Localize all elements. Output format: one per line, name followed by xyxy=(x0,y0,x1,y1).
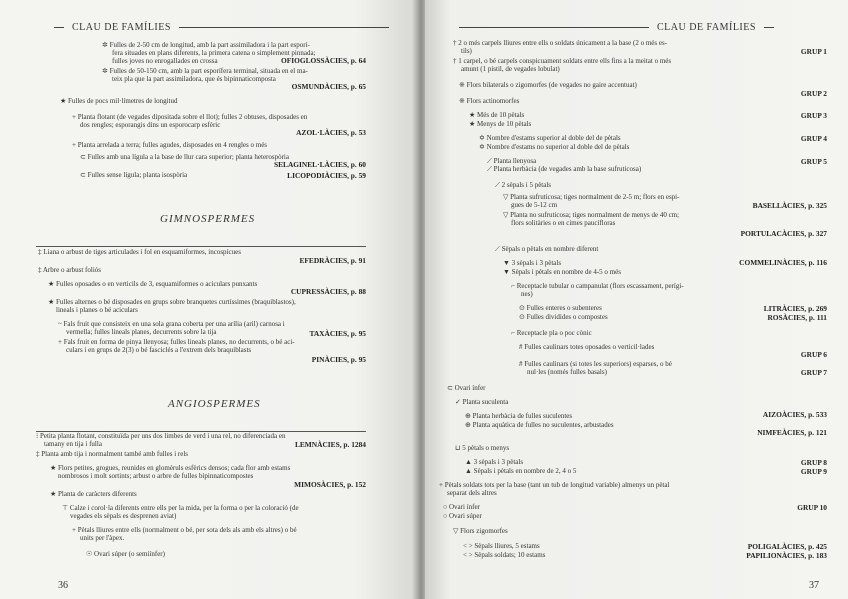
key-line: ⌐ Receptacle pla o poc cònic xyxy=(511,329,592,337)
key-line: lineals i planes o bé aciculars xyxy=(56,306,138,314)
key-line: ‡ Liana o arbust de tiges articulades i fol en esquamiformes, incospícues xyxy=(38,248,241,256)
left-page xyxy=(0,0,418,599)
key-line: separat dels altres xyxy=(447,489,497,497)
key-line: dos rengles; esporangis dins un esporocarp esfèric xyxy=(80,121,221,129)
key-result: AIZOÀCIES, p. 533 xyxy=(762,410,827,419)
key-line: flors solitàries o en cimes paucífloras xyxy=(511,219,616,227)
key-line: ☉ Ovari súper (o semiínfer) xyxy=(86,550,165,558)
key-result: GRUP 3 xyxy=(800,111,827,120)
key-result: PORTULACÀCIES, p. 327 xyxy=(740,229,827,238)
key-result: POLIGALÀCIES, p. 425 xyxy=(747,542,827,551)
key-result: GRUP 10 xyxy=(797,503,827,512)
key-result: LICOPODIÀCIES, p. 59 xyxy=(287,171,366,180)
key-line: < > Sèpals soldats; 10 estams xyxy=(463,551,546,559)
key-line: + Planta arrelada a terra; fulles agudes, disposades en 4 rengles o més xyxy=(72,141,268,149)
key-line: + Planta flotant (de vegades dipositada sobre el llot); fulles 2 obtuses, disposades en xyxy=(72,113,308,121)
key-line: ⊙ Fulles enteres o subenteres xyxy=(519,304,602,312)
key-line: ▼ 3 sèpals i 3 pètals xyxy=(503,259,562,267)
key-result: LITRÀCIES, p. 269 xyxy=(763,304,827,313)
right-page xyxy=(425,0,848,599)
key-line: ▲ 3 sèpals i 3 pètals xyxy=(465,458,524,466)
key-line: nul·les (només fulles basals) xyxy=(527,368,607,376)
key-line: ⊙ Fulles dividides o compostes xyxy=(519,313,608,321)
key-line: + Pètals lliures entre ells (normalment o bé, per sota dels als amb els altres) o bé xyxy=(72,526,297,534)
key-line: + Pètals soldats tots per la base (tant un tub de longitud variable) almenys un pètal xyxy=(439,481,670,489)
key-result: TAXÀCIES, p. 95 xyxy=(309,329,366,338)
key-line: ▽ Planta sufruticosa; tiges normalment de 2-5 m; flors en espi- xyxy=(503,193,680,201)
key-result: BASELLÀCIES, p. 325 xyxy=(752,201,827,210)
left-header-text: CLAU DE FAMÍLIES xyxy=(72,22,171,33)
key-line: † 1 carpel, o bé carpels conspicuament soldats entre ells fins a la meitat o més xyxy=(453,57,672,65)
key-line: ⊕ Planta herbàcia de fulles suculentes xyxy=(465,412,573,420)
key-line: ★ Fulles oposades o en verticils de 3, esquamiformes o aciculars punxants xyxy=(48,280,258,288)
key-line: ⟋ Planta llenyosa xyxy=(487,157,537,165)
key-line: ✲ Fulles de 2-50 cm de longitud, amb la part assimiladora i la part esporí- xyxy=(102,41,310,49)
key-line: ○ Ovari ínfer xyxy=(443,503,480,511)
key-line: vermella; fulles lineals planes, decurrents sobre la tija xyxy=(66,328,217,336)
key-line: ★ Fulles alternes o bé disposades en grups sobre branquetes curtíssimes (braquiblastos), xyxy=(48,298,296,306)
key-line: units per l'àpex. xyxy=(80,534,125,542)
key-result: GRUP 4 xyxy=(800,134,827,143)
key-line: ‡ Planta amb tija i normalment també amb fulles i rels xyxy=(36,450,189,458)
key-result: GRUP 7 xyxy=(800,368,827,377)
key-line: nes) xyxy=(521,290,533,298)
key-line: fulles joves no enrogallades en crossa xyxy=(112,57,218,65)
key-line: ★ Flors petites, grogues, reunides en glomèruls esfèrics densos; cada flor amb estams xyxy=(50,464,291,472)
key-line: ~ Fals fruit que consisteix en una sola grana coberta per una arília (aril) carnosa i xyxy=(58,320,285,328)
key-line: ★ Menys de 10 pètals xyxy=(469,120,532,128)
key-line: ▽ Flors zigomorfes xyxy=(453,527,508,535)
key-result: COMMELINÀCIES, p. 116 xyxy=(739,258,827,267)
key-line: + Fals fruit en forma de pinya llenyosa; fulles lineals planes, no decurrents, o bé aci- xyxy=(58,338,295,346)
key-line: ▲ Sèpals i pètals en nombre de 2, 4 o 5 xyxy=(465,467,577,475)
key-result: GRUP 2 xyxy=(800,89,827,98)
key-line: ⊔ 5 pètals o menys xyxy=(455,444,510,452)
key-line: tils) xyxy=(461,47,472,55)
key-line: # Fulles caulinars (si totes les superiors) esparses, o bé xyxy=(519,360,672,368)
key-line: < > Sèpals lliures, 5 estams xyxy=(463,542,540,550)
key-line: fera situades en plans diferents, la primera catena o simplement pinnada; xyxy=(112,49,316,57)
key-line: ※ Flors bilaterals o zigomorfes (de vegades no gaire accentuat) xyxy=(459,81,637,89)
key-line: # Fulles caulinars totes oposades o verticil·lades xyxy=(519,343,655,351)
key-result: GRUP 1 xyxy=(800,47,827,56)
key-line: ▼ Sèpals i pètals en nombre de 4-5 o més xyxy=(503,268,621,276)
key-line: ○ Ovari súper xyxy=(443,512,482,520)
key-line: amunt (1 pistil, de vegades lobulat) xyxy=(461,65,560,73)
key-result: MIMOSÀCIES, p. 152 xyxy=(294,480,366,489)
key-result: AZOL·LÀCIES, p. 53 xyxy=(296,128,366,137)
section-divider xyxy=(36,246,366,247)
key-line: ★ Fulles de pocs mil·límetres de longitud xyxy=(60,97,178,105)
key-line: ⟋ 2 sèpals i 5 pètals xyxy=(495,181,552,189)
key-line: ‡ Arbre o arbust foliós xyxy=(38,266,101,274)
key-result: GRUP 5 xyxy=(800,157,827,166)
key-line: ⊂ Fulles sense lígula; planta isospòria xyxy=(80,171,188,179)
key-line: teix pla que la part assimiladora, que és bipinnaticompostа xyxy=(112,75,276,83)
key-line: gues de 5-12 cm xyxy=(511,201,558,209)
key-line: ▽ Planta no sufruticosa; tiges normalment de menys de 40 cm; xyxy=(503,211,680,219)
key-result: GRUP 6 xyxy=(800,350,827,359)
key-line: ⟋ Sèpals o pètals en nombre diferent xyxy=(495,245,599,253)
key-result: ROSÀCIES, p. 111 xyxy=(767,313,827,322)
key-line: ⊂ Ovari ínfer xyxy=(447,384,486,392)
key-line: ⌐ Receptacle tubular o campanulat (flors escassament, perígi- xyxy=(511,282,684,290)
left-page-number: 36 xyxy=(58,580,68,591)
key-result: GRUP 9 xyxy=(800,467,827,476)
key-line: ★ Més de 10 pètals xyxy=(469,111,525,119)
key-line: ⊕ Planta aquàtica de fulles no suculentes, arbustades xyxy=(465,421,614,429)
key-result: EFEDRÀCIES, p. 91 xyxy=(299,256,366,265)
key-line: ⁝ Petita planta flotant, constituïda per uns dos limbes de verd i una rel, no diferenciada en xyxy=(36,432,286,440)
key-line: ★ Planta de caràcters diferents xyxy=(50,490,137,498)
section-title: ANGIOSPERMES xyxy=(168,398,261,410)
key-line: ✡ Nombre d'estams no superior al doble del de pètals xyxy=(479,143,630,151)
key-line: † 2 o més carpels lliures entre ells o soldats únicament a la base (2 o més es- xyxy=(453,39,668,47)
key-result: SELAGINEL·LÀCIES, p. 60 xyxy=(273,160,366,169)
key-result: LEMNÀCIES, p. 1284 xyxy=(294,440,366,449)
key-line: ※ Flors actinomorfes xyxy=(459,97,520,105)
section-title: GIMNOSPERMES xyxy=(160,213,256,225)
key-line: ✡ Nombre d'estams superior al doble del de pètals xyxy=(479,134,621,142)
key-line: culars i en grups de 2(3) o bé fasciclés a l'extrem dels braquiblasts xyxy=(66,346,252,354)
key-result: CUPRESSÀCIES, p. 88 xyxy=(290,287,366,296)
section-divider xyxy=(36,431,366,432)
key-result: PINÀCIES, p. 95 xyxy=(311,355,366,364)
key-line: ⟋ Planta herbàcia (de vegades amb la base sufruticosa) xyxy=(487,165,642,173)
right-page-number: 37 xyxy=(809,580,819,591)
key-line: nombrosos i molt sortints; arbust o arbre de fulles bipinnaticompostes xyxy=(58,472,254,480)
key-result: OFIOGLOSSÀCIES, p. 64 xyxy=(280,56,366,65)
key-line: tamany en tija i fulla xyxy=(44,440,102,448)
right-header-text: CLAU DE FAMÍLIES xyxy=(657,22,756,33)
key-result: PAPILIONÀCIES, p. 183 xyxy=(746,551,827,560)
key-result: NIMFEÀCIES, p. 121 xyxy=(757,428,827,437)
left-running-header xyxy=(54,22,389,33)
key-line: vegades els sèpals es desprenen aviat) xyxy=(70,512,177,520)
key-line: ✲ Fulles de 50-150 cm, amb la part esporífera terminal, situada en el ma- xyxy=(102,67,308,75)
key-line: ✓ Planta suculenta xyxy=(455,398,509,406)
key-result: GRUP 8 xyxy=(800,458,827,467)
key-line: ⊤ Calze i corol·la diferents entre ells per la mida, per la forma o per la coloració (de xyxy=(62,504,299,512)
right-running-header xyxy=(459,22,774,33)
key-result: OSMUNDÀCIES, p. 65 xyxy=(291,82,366,91)
key-line: ⊂ Fulles amb una lígula a la base de llur cara superior; planta heterospòria xyxy=(80,153,289,161)
